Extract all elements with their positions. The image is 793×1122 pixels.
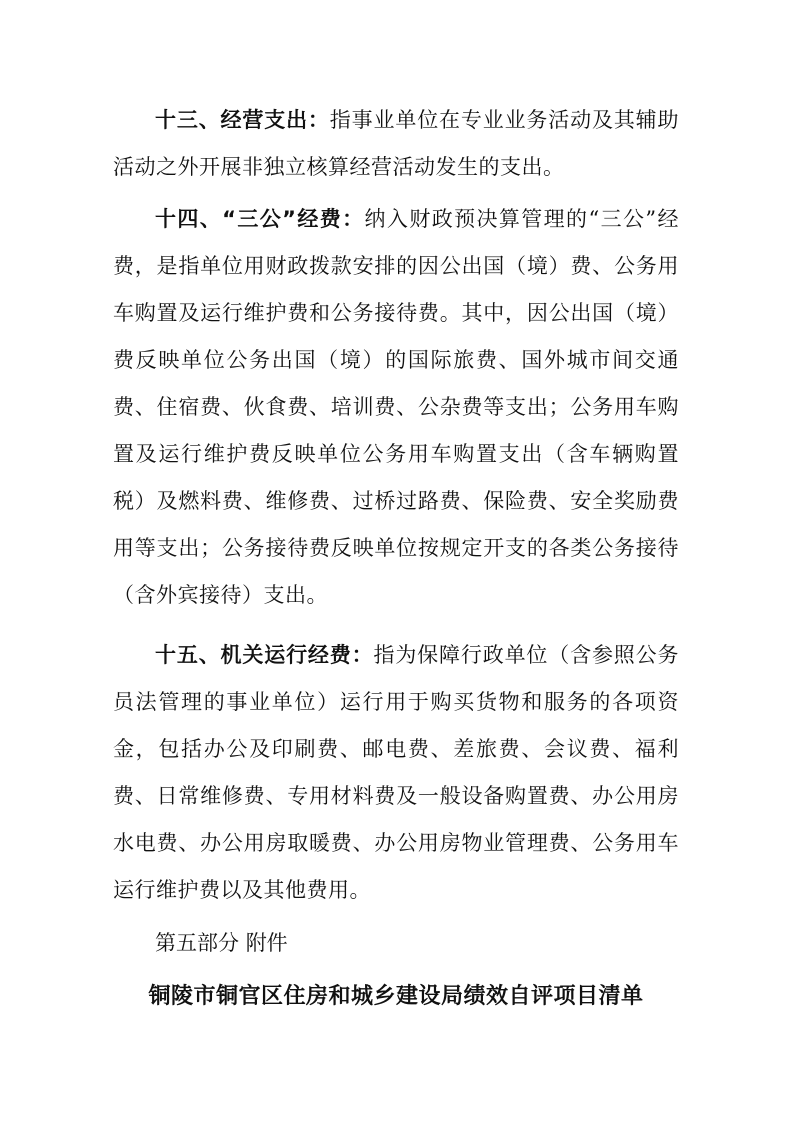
paragraph-three-public-expenses bbox=[113, 196, 679, 619]
section-name: 附件 bbox=[245, 931, 288, 955]
attachment-list-title: 铜陵市铜官区住房和城乡建设局绩效自评项目清单 bbox=[148, 984, 644, 1009]
paragraph-agency-operating-expenses bbox=[113, 632, 679, 914]
section-part: 第五部分 bbox=[155, 931, 239, 955]
paragraph-heading: 十四、“三公”经费： bbox=[155, 207, 365, 231]
paragraph-heading: 十三、经营支出： bbox=[155, 108, 330, 132]
paragraph-body: 指事业单位在专业业务活动及其辅助活动之外开展非独立核算经营活动发生的支出。 bbox=[113, 108, 680, 179]
section-heading bbox=[155, 920, 288, 967]
paragraph-heading: 十五、机关运行经费： bbox=[155, 643, 374, 667]
paragraph-body: 指为保障行政单位（含参照公务员法管理的事业单位）运行用于购买货物和服务的各项资金，包括办公及印刷费、邮电费、差旅费、会议费、福利费、日常维修费、专用材料费及一般设备购置费、办公用房水电费、办公用房取暖费、办公用房物业管理费、公务用车运行维护费以及其他费用。 bbox=[113, 643, 680, 902]
paragraph-business-expenditure bbox=[113, 97, 679, 191]
paragraph-body: 纳入财政预决算管理的“三公”经费，是指单位用财政拨款安排的因公出国（境）费、公务用车购置及运行维护费和公务接待费。其中，因公出国（境）费反映单位公务出国（境）的国际旅费、国外城市间交通费、住宿费、伙食费、培训费、公杂费等支出；公务用车购置及运行维护费反映单位公务用车购置支出（含车辆购置税）及燃料费、维修费、过桥过路费、保险费、安全奖励费用等支出；公务接待费反映单位按规定开支的各类公务接待（含外宾接待）支出。 bbox=[113, 207, 679, 607]
